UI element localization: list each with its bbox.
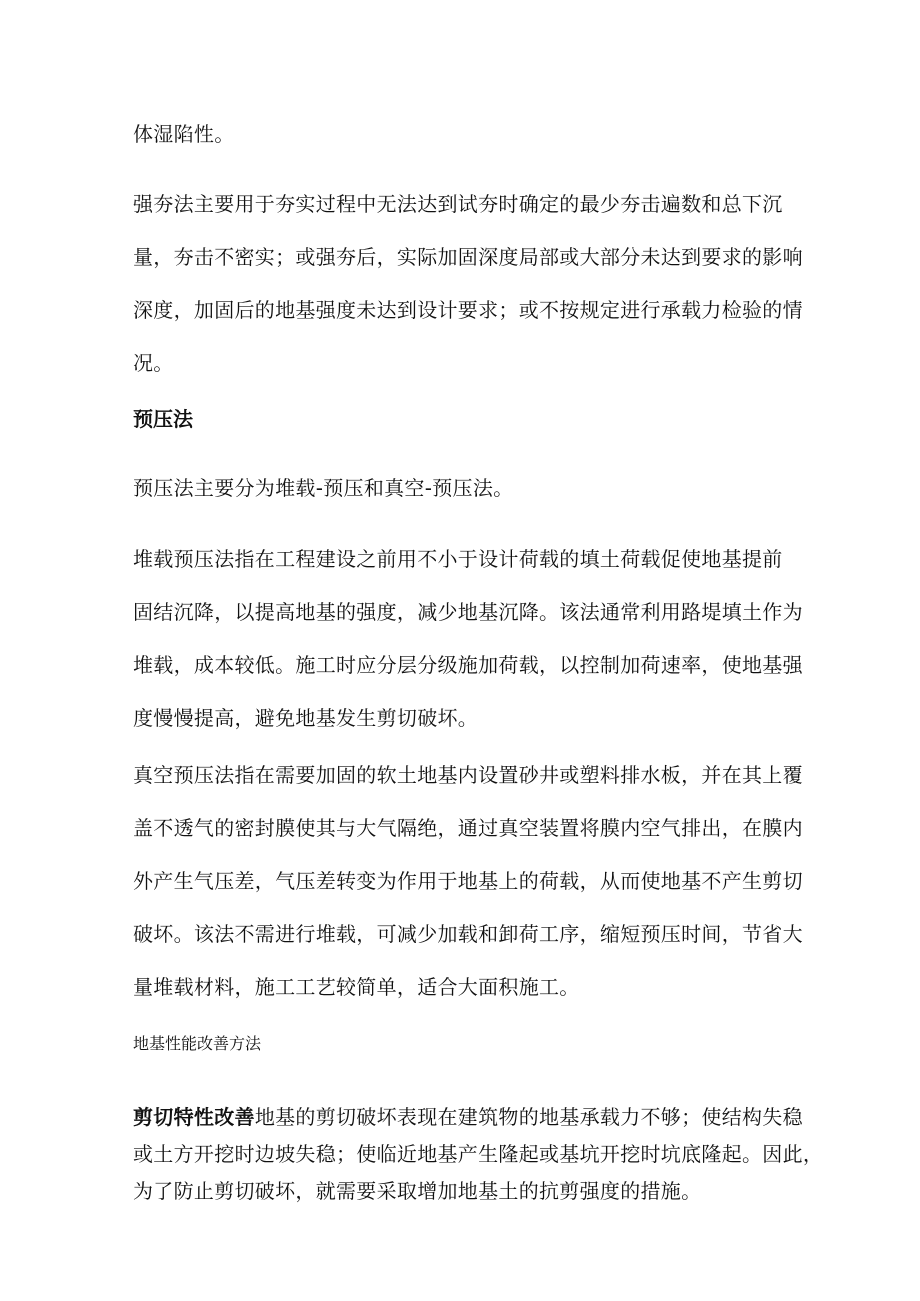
text-line: 深度，加固后的地基强度未达到设计要求；或不按规定进行承载力检验的情 (133, 298, 803, 322)
paragraph-surcharge-preload (133, 533, 803, 745)
text-line: 度慢慢提高，避免地基发生剪切破坏。 (133, 706, 479, 730)
shear-lead-term: 剪切特性改善 (133, 1105, 255, 1129)
text-line: 量，夯击不密实；或强夯后，实际加固深度局部或大部分未达到要求的影响 (133, 245, 803, 269)
paragraph-dynamic-compaction (133, 178, 803, 390)
text-line: 或土方开挖时边坡失稳；使临近地基产生隆起或基坑开挖时坑底隆起。因此， (133, 1142, 824, 1166)
paragraph-preload-types (133, 462, 793, 515)
text-line: 堆载预压法指在工程建设之前用不小于设计荷载的填土荷载促使地基提前 (133, 547, 783, 571)
paragraph-shear-improvement (133, 1099, 824, 1210)
text-line: 预压法主要分为堆载-预压和真空-预压法。 (133, 476, 514, 500)
text-line: 强夯法主要用于夯实过程中无法达到试夯时确定的最少夯击遍数和总下沉 (133, 192, 783, 216)
text-line: 破坏。该法不需进行堆载，可减少加载和卸荷工序，缩短预压时间，节省大 (133, 922, 803, 946)
section-heading-preload: 预压法 (133, 407, 193, 431)
section-heading-improvement: 地基性能改善方法 (133, 1034, 262, 1053)
text-line: 真空预压法指在需要加固的软土地基内设置砂井或塑料排水板，并在其上覆 (133, 763, 803, 787)
text-line: 体湿陷性。 (133, 122, 235, 146)
text-line: 量堆载材料，施工工艺较简单，适合大面积施工。 (133, 975, 580, 999)
paragraph-vacuum-preload (133, 749, 803, 1014)
text-line: 外产生气压差，气压差转变为作用于地基上的荷载，从而使地基不产生剪切 (133, 869, 803, 893)
text-line: 况。 (133, 351, 174, 375)
text-line: 固结沉降，以提高地基的强度，减少地基沉降。该法通常利用路堤填土作为 (133, 600, 803, 624)
text-line: 为了防止剪切破坏，就需要采取增加地基土的抗剪强度的措施。 (133, 1179, 702, 1203)
text-line: 盖不透气的密封膜使其与大气隔绝，通过真空装置将膜内空气排出，在膜内 (133, 816, 803, 840)
text-line (133, 1099, 803, 1136)
shear-line1-text: 地基的剪切破坏表现在建筑物的地基承载力不够；使结构失稳 (254, 1105, 803, 1129)
text-line: 堆载，成本较低。施工时应分层分级施加荷载，以控制加荷速率，使地基强 (133, 653, 803, 677)
paragraph-collapsible-soil-end (133, 108, 793, 161)
